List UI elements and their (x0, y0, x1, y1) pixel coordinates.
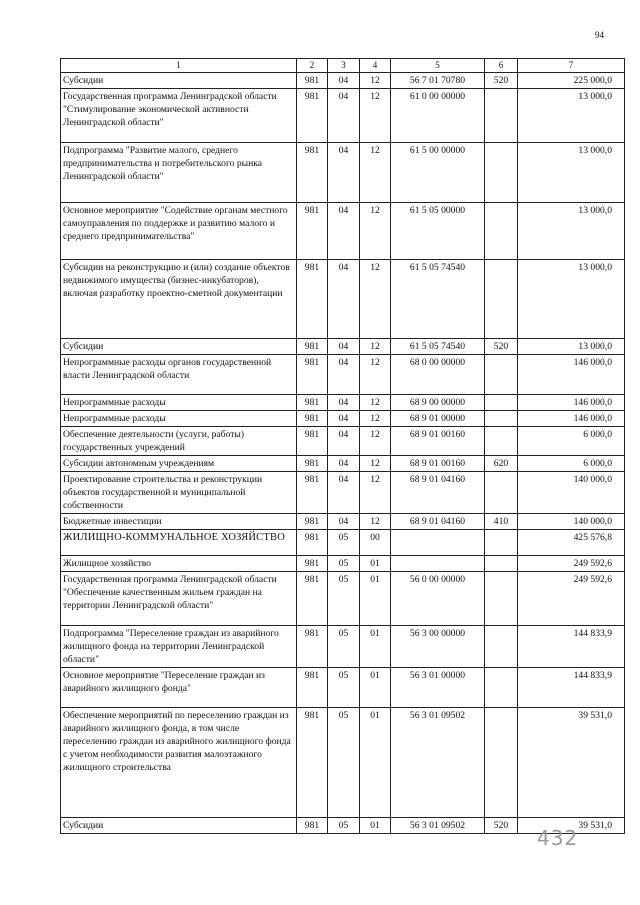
row-name: Непрограммные расходы органов государственной власти Ленинградской области (61, 355, 297, 395)
budget-table (60, 58, 625, 834)
row-amount: 13 000,0 (518, 260, 625, 339)
row-name: Субсидии на реконструкцию и (или) создание объектов недвижимого имущества (бизнес-инкубаторов), включая разработку проектно-сметной документации (61, 260, 297, 339)
row-amount: 13 000,0 (518, 203, 625, 260)
table-row (61, 572, 625, 626)
row-amount: 249 592,6 (518, 572, 625, 626)
row-name: Субсидии (61, 339, 297, 355)
row-target-article: 61 5 00 00000 (391, 143, 485, 203)
row-subsection: 01 (360, 626, 391, 668)
row-target-article: 68 0 00 00000 (391, 355, 485, 395)
table-row (61, 73, 625, 89)
row-target-article: 56 0 00 00000 (391, 572, 485, 626)
row-subsection: 12 (360, 339, 391, 355)
row-section: 04 (328, 456, 360, 472)
row-expense-type (485, 556, 518, 572)
row-expense-type (485, 708, 518, 818)
row-amount: 6 000,0 (518, 456, 625, 472)
row-expense-type (485, 626, 518, 668)
row-expense-type (485, 427, 518, 456)
row-subsection: 01 (360, 556, 391, 572)
table-row (61, 556, 625, 572)
row-expense-type (485, 203, 518, 260)
row-section: 04 (328, 260, 360, 339)
row-name: Подпрограмма "Развитие малого, среднего предпринимательства и потребительского рынка Ленинградской области" (61, 143, 297, 203)
row-admin-code: 981 (297, 411, 328, 427)
row-expense-type (485, 668, 518, 708)
row-name: Основное мероприятие "Переселение граждан из аварийного жилищного фонда" (61, 668, 297, 708)
row-name: Субсидии (61, 818, 297, 834)
row-expense-type (485, 572, 518, 626)
row-subsection: 12 (360, 203, 391, 260)
row-section: 04 (328, 514, 360, 530)
row-target-article: 56 3 01 09502 (391, 818, 485, 834)
column-header: 6 (485, 59, 518, 73)
row-section: 04 (328, 73, 360, 89)
row-target-article: 56 3 01 00000 (391, 668, 485, 708)
row-admin-code: 981 (297, 556, 328, 572)
row-section: 05 (328, 556, 360, 572)
row-amount: 39 531,0 (518, 708, 625, 818)
row-target-article (391, 556, 485, 572)
row-target-article: 61 5 05 00000 (391, 203, 485, 260)
row-admin-code: 981 (297, 355, 328, 395)
row-target-article: 56 7 01 70780 (391, 73, 485, 89)
row-section: 05 (328, 708, 360, 818)
row-target-article: 68 9 01 04160 (391, 514, 485, 530)
row-admin-code: 981 (297, 203, 328, 260)
row-expense-type (485, 89, 518, 143)
row-subsection: 12 (360, 355, 391, 395)
column-header: 1 (61, 59, 297, 73)
table-row (61, 89, 625, 143)
row-target-article: 68 9 00 00000 (391, 395, 485, 411)
column-header: 2 (297, 59, 328, 73)
row-subsection: 12 (360, 260, 391, 339)
table-row (61, 395, 625, 411)
row-amount: 146 000,0 (518, 411, 625, 427)
table-row (61, 411, 625, 427)
row-section: 04 (328, 355, 360, 395)
table-row (61, 708, 625, 818)
column-header: 7 (518, 59, 625, 73)
row-section: 04 (328, 339, 360, 355)
row-admin-code: 981 (297, 572, 328, 626)
row-expense-type: 520 (485, 73, 518, 89)
table-row (61, 472, 625, 514)
row-amount: 146 000,0 (518, 355, 625, 395)
row-section: 04 (328, 89, 360, 143)
row-section: 05 (328, 572, 360, 626)
row-admin-code: 981 (297, 260, 328, 339)
folio-stamp: 432 (537, 826, 579, 850)
row-admin-code: 981 (297, 143, 328, 203)
row-target-article: 68 9 01 04160 (391, 472, 485, 514)
page-number: 94 (595, 30, 604, 40)
row-amount: 13 000,0 (518, 89, 625, 143)
table-row (61, 626, 625, 668)
row-amount: 39 531,0 (518, 818, 625, 834)
row-amount: 144 833,9 (518, 668, 625, 708)
row-section: 05 (328, 818, 360, 834)
row-subsection: 01 (360, 708, 391, 818)
row-admin-code: 981 (297, 514, 328, 530)
row-amount: 13 000,0 (518, 143, 625, 203)
row-section: 04 (328, 411, 360, 427)
row-admin-code: 981 (297, 456, 328, 472)
row-subsection: 12 (360, 514, 391, 530)
row-name: Проектирование строительства и реконструкции объектов государственной и муниципальной собственности (61, 472, 297, 514)
row-amount: 6 000,0 (518, 427, 625, 456)
table-row (61, 456, 625, 472)
row-name: Бюджетные инвестиции (61, 514, 297, 530)
row-amount: 13 000,0 (518, 339, 625, 355)
row-expense-type (485, 411, 518, 427)
row-subsection: 00 (360, 530, 391, 556)
row-section: 04 (328, 395, 360, 411)
table-row (61, 530, 625, 556)
row-name: Подпрограмма "Переселение граждан из аварийного жилищного фонда на территории Ленинградской области" (61, 626, 297, 668)
row-amount: 140 000,0 (518, 472, 625, 514)
row-subsection: 12 (360, 73, 391, 89)
row-admin-code: 981 (297, 73, 328, 89)
table-row (61, 260, 625, 339)
table-row (61, 203, 625, 260)
row-amount: 140 000,0 (518, 514, 625, 530)
row-name: Обеспечение деятельности (услуги, работы) государственных учреждений (61, 427, 297, 456)
row-expense-type (485, 472, 518, 514)
row-admin-code: 981 (297, 395, 328, 411)
table-row (61, 355, 625, 395)
column-header: 5 (391, 59, 485, 73)
row-admin-code: 981 (297, 818, 328, 834)
row-target-article: 61 0 00 00000 (391, 89, 485, 143)
row-name: Государственная программа Ленинградской области "Обеспечение качественным жильем граждан на территории Ленинградской области" (61, 572, 297, 626)
row-subsection: 12 (360, 472, 391, 514)
row-admin-code: 981 (297, 339, 328, 355)
column-header: 3 (328, 59, 360, 73)
row-section: 05 (328, 530, 360, 556)
row-target-article: 56 3 00 00000 (391, 626, 485, 668)
row-amount: 425 576,8 (518, 530, 625, 556)
row-expense-type (485, 530, 518, 556)
row-admin-code: 981 (297, 472, 328, 514)
row-expense-type (485, 395, 518, 411)
row-name: Жилищное хозяйство (61, 556, 297, 572)
row-admin-code: 981 (297, 626, 328, 668)
table-header-row (61, 59, 625, 73)
row-section: 04 (328, 427, 360, 456)
row-admin-code: 981 (297, 427, 328, 456)
row-expense-type (485, 355, 518, 395)
row-subsection: 12 (360, 411, 391, 427)
row-target-article (391, 530, 485, 556)
row-subsection: 12 (360, 89, 391, 143)
row-expense-type (485, 260, 518, 339)
row-amount: 146 000,0 (518, 395, 625, 411)
row-section: 05 (328, 668, 360, 708)
row-section: 05 (328, 626, 360, 668)
row-subsection: 01 (360, 572, 391, 626)
row-target-article: 56 3 01 09502 (391, 708, 485, 818)
row-name: Непрограммные расходы (61, 395, 297, 411)
row-amount: 225 000,0 (518, 73, 625, 89)
row-target-article: 61 5 05 74540 (391, 339, 485, 355)
table-row (61, 668, 625, 708)
row-section: 04 (328, 203, 360, 260)
row-amount: 249 592,6 (518, 556, 625, 572)
row-admin-code: 981 (297, 530, 328, 556)
table-row (61, 427, 625, 456)
row-subsection: 12 (360, 143, 391, 203)
column-header: 4 (360, 59, 391, 73)
row-name: Основное мероприятие "Содействие органам местного самоуправления по поддержке и развитию малого и среднего предпринимательства" (61, 203, 297, 260)
row-name: Непрограммные расходы (61, 411, 297, 427)
row-subsection: 12 (360, 456, 391, 472)
row-section: 04 (328, 143, 360, 203)
row-expense-type: 410 (485, 514, 518, 530)
row-name: Субсидии (61, 73, 297, 89)
row-subsection: 12 (360, 395, 391, 411)
row-admin-code: 981 (297, 89, 328, 143)
row-amount: 144 833,9 (518, 626, 625, 668)
row-target-article: 61 5 05 74540 (391, 260, 485, 339)
row-expense-type: 520 (485, 339, 518, 355)
row-target-article: 68 9 01 00160 (391, 427, 485, 456)
row-target-article: 68 9 01 00000 (391, 411, 485, 427)
row-target-article: 68 9 01 00160 (391, 456, 485, 472)
table-row (61, 143, 625, 203)
row-subsection: 01 (360, 818, 391, 834)
row-expense-type: 520 (485, 818, 518, 834)
row-name: Обеспечение мероприятий по переселению граждан из аварийного жилищного фонда, в том числе переселению граждан из аварийного жилищного фонда с учетом необходимости развития малоэтажного жилищного строительства (61, 708, 297, 818)
row-expense-type: 620 (485, 456, 518, 472)
table-row (61, 339, 625, 355)
row-name: Государственная программа Ленинградской области "Стимулирование экономической активности Ленинградской области" (61, 89, 297, 143)
row-subsection: 12 (360, 427, 391, 456)
row-admin-code: 981 (297, 708, 328, 818)
row-expense-type (485, 143, 518, 203)
row-section: 04 (328, 472, 360, 514)
row-name: ЖИЛИЩНО-КОММУНАЛЬНОЕ ХОЗЯЙСТВО (61, 530, 297, 556)
row-name: Субсидии автономным учреждениям (61, 456, 297, 472)
table-row (61, 514, 625, 530)
row-admin-code: 981 (297, 668, 328, 708)
row-subsection: 01 (360, 668, 391, 708)
